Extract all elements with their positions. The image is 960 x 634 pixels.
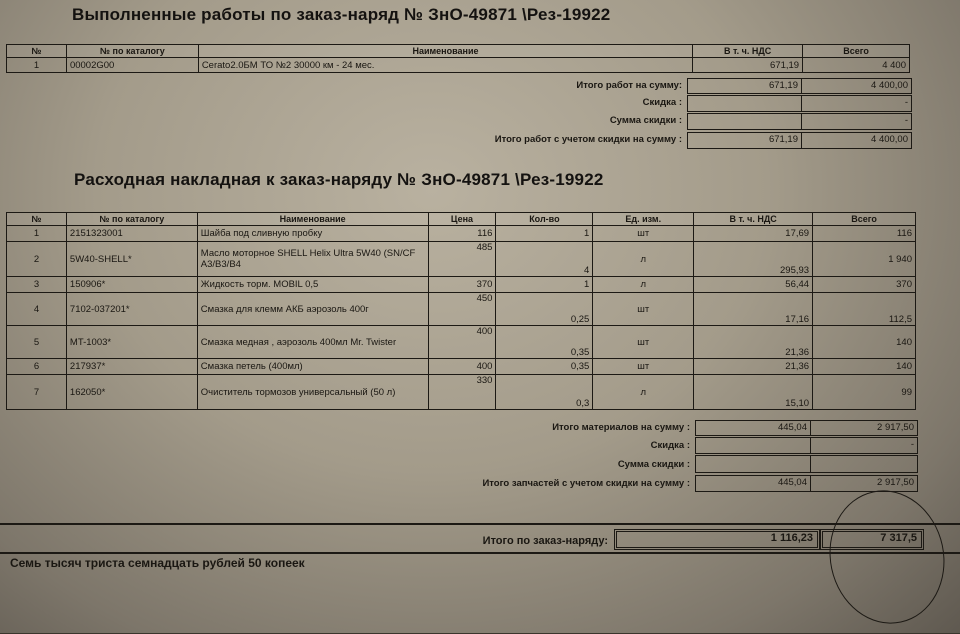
cell-num: 7 (7, 375, 67, 410)
grand-total-label: Итого по заказ-наряду: (482, 535, 608, 547)
col-header-catalog: № по каталогу (66, 45, 198, 58)
parts-discount-sum-nds (695, 455, 811, 473)
col-header-unit: Ед. изм. (593, 213, 694, 226)
cell-nds: 295,93 (694, 242, 813, 277)
cell-qty: 1 (496, 277, 593, 293)
works-summary-total: 4 400,00 (801, 78, 912, 94)
cell-name: Очиститель тормозов универсальный (50 л) (197, 375, 428, 410)
parts-summary-nds: 445,04 (695, 420, 811, 436)
cell-code: 150906* (66, 277, 197, 293)
parts-final-nds: 445,04 (695, 475, 811, 492)
parts-summary-label: Итого материалов на сумму : (552, 422, 690, 433)
col-header-nds: В т. ч. НДС (694, 213, 813, 226)
cell-total: 116 (813, 226, 916, 242)
parts-discount-nds (695, 437, 811, 454)
cell-num: 4 (7, 293, 67, 326)
cell-code: 162050* (66, 375, 197, 410)
parts-discount-total: - (810, 437, 918, 454)
works-title: Выполненные работы по заказ-наряд № ЗнО-49871 \Рез-19922 (72, 5, 611, 24)
table-row (7, 277, 916, 293)
cell-unit: шт (593, 293, 694, 326)
cell-total: 99 (813, 375, 916, 410)
divider-line (0, 552, 960, 554)
cell-name: Смазка медная , аэрозоль 400мл Mr. Twister (197, 326, 428, 359)
cell-price: 400 (428, 326, 496, 359)
cell-code: 2151323001 (66, 226, 197, 242)
cell-price: 450 (428, 293, 496, 326)
works-discount-sum-label: Сумма скидки : (609, 115, 682, 126)
cell-total: 370 (813, 277, 916, 293)
col-header-nds: В т. ч. НДС (693, 45, 803, 58)
cell-total: 140 (813, 359, 916, 375)
works-discount-total: - (801, 95, 912, 112)
cell-qty: 0,25 (496, 293, 593, 326)
table-row (7, 359, 916, 375)
parts-discount-sum-label: Сумма скидки : (617, 459, 690, 470)
cell-total: 1 940 (813, 242, 916, 277)
cell-qty: 1 (496, 226, 593, 242)
cell-name: Масло моторное SHELL Helix Ultra 5W40 (SN/CF A3/B3/B4 (197, 242, 428, 277)
cell-num: 3 (7, 277, 67, 293)
table-row (7, 293, 916, 326)
grand-total-nds: 1 116,23 (614, 529, 820, 550)
cell-name: Cerato2.0БМ ТО №2 30000 км - 24 мес. (198, 58, 692, 73)
divider-line (0, 523, 960, 525)
cell-name: Смазка петель (400мл) (197, 359, 428, 375)
cell-code: 7102-037201* (66, 293, 197, 326)
cell-nds: 56,44 (694, 277, 813, 293)
cell-nds: 671,19 (693, 58, 803, 73)
col-header-qty: Кол-во (496, 213, 593, 226)
col-header-price: Цена (428, 213, 496, 226)
cell-nds: 15,10 (694, 375, 813, 410)
cell-name: Шайба под сливную пробку (197, 226, 428, 242)
table-row (7, 326, 916, 359)
handwritten-circle (817, 480, 956, 634)
table-row (7, 226, 916, 242)
col-header-total: Всего (803, 45, 910, 58)
cell-num: 1 (7, 58, 67, 73)
table-row (7, 58, 910, 73)
col-header-name: Наименование (198, 45, 692, 58)
table-row (7, 375, 916, 410)
cell-unit: л (593, 375, 694, 410)
cell-price: 330 (428, 375, 496, 410)
cell-qty: 4 (496, 242, 593, 277)
cell-qty: 0,35 (496, 326, 593, 359)
cell-name: Смазка для клемм АКБ аэрозоль 400г (197, 293, 428, 326)
cell-num: 6 (7, 359, 67, 375)
cell-qty: 0,3 (496, 375, 593, 410)
works-summary-nds: 671,19 (687, 78, 802, 94)
cell-code: 00002G00 (66, 58, 198, 73)
works-discount-sum-nds (687, 113, 802, 130)
cell-total: 140 (813, 326, 916, 359)
works-discount-label: Скидка : (642, 97, 682, 108)
cell-code: 217937* (66, 359, 197, 375)
cell-num: 1 (7, 226, 67, 242)
parts-final-label: Итого запчастей с учетом скидки на сумму : (482, 478, 690, 489)
cell-price: 116 (428, 226, 496, 242)
works-table (6, 44, 910, 73)
cell-price: 485 (428, 242, 496, 277)
col-header-name: Наименование (197, 213, 428, 226)
cell-nds: 17,69 (694, 226, 813, 242)
cell-price: 400 (428, 359, 496, 375)
cell-unit: л (593, 242, 694, 277)
cell-nds: 21,36 (694, 359, 813, 375)
grand-total-sum: 7 317,5 (820, 529, 924, 550)
cell-code: MT-1003* (66, 326, 197, 359)
cell-total: 112,5 (813, 293, 916, 326)
parts-title: Расходная накладная к заказ-наряду № ЗнО-49871 \Рез-19922 (74, 170, 604, 189)
cell-name: Жидкость торм. MOBIL 0,5 (197, 277, 428, 293)
parts-summary-total: 2 917,50 (810, 420, 918, 436)
cell-unit: шт (593, 226, 694, 242)
table-row (7, 242, 916, 277)
cell-nds: 21,36 (694, 326, 813, 359)
cell-unit: л (593, 277, 694, 293)
cell-price: 370 (428, 277, 496, 293)
works-summary-label: Итого работ на сумму: (576, 80, 682, 91)
works-discount-nds (687, 95, 802, 112)
parts-discount-label: Скидка : (650, 440, 690, 451)
col-header-total: Всего (813, 213, 916, 226)
cell-code: 5W40-SHELL* (66, 242, 197, 277)
parts-discount-sum-total (810, 455, 918, 473)
works-discount-sum-total: - (801, 113, 912, 130)
works-final-total: 4 400,00 (801, 132, 912, 149)
amount-in-words: Семь тысяч триста семнадцать рублей 50 копеек (10, 556, 305, 570)
cell-num: 2 (7, 242, 67, 277)
col-header-num: № (7, 213, 67, 226)
cell-qty: 0,35 (496, 359, 593, 375)
parts-final-total: 2 917,50 (810, 475, 918, 492)
cell-unit: шт (593, 326, 694, 359)
cell-num: 5 (7, 326, 67, 359)
works-final-nds: 671,19 (687, 132, 802, 149)
cell-unit: шт (593, 359, 694, 375)
cell-nds: 17,16 (694, 293, 813, 326)
col-header-num: № (7, 45, 67, 58)
cell-total: 4 400 (803, 58, 910, 73)
parts-table (6, 212, 916, 410)
col-header-catalog: № по каталогу (66, 213, 197, 226)
works-final-label: Итого работ с учетом скидки на сумму : (494, 134, 682, 145)
